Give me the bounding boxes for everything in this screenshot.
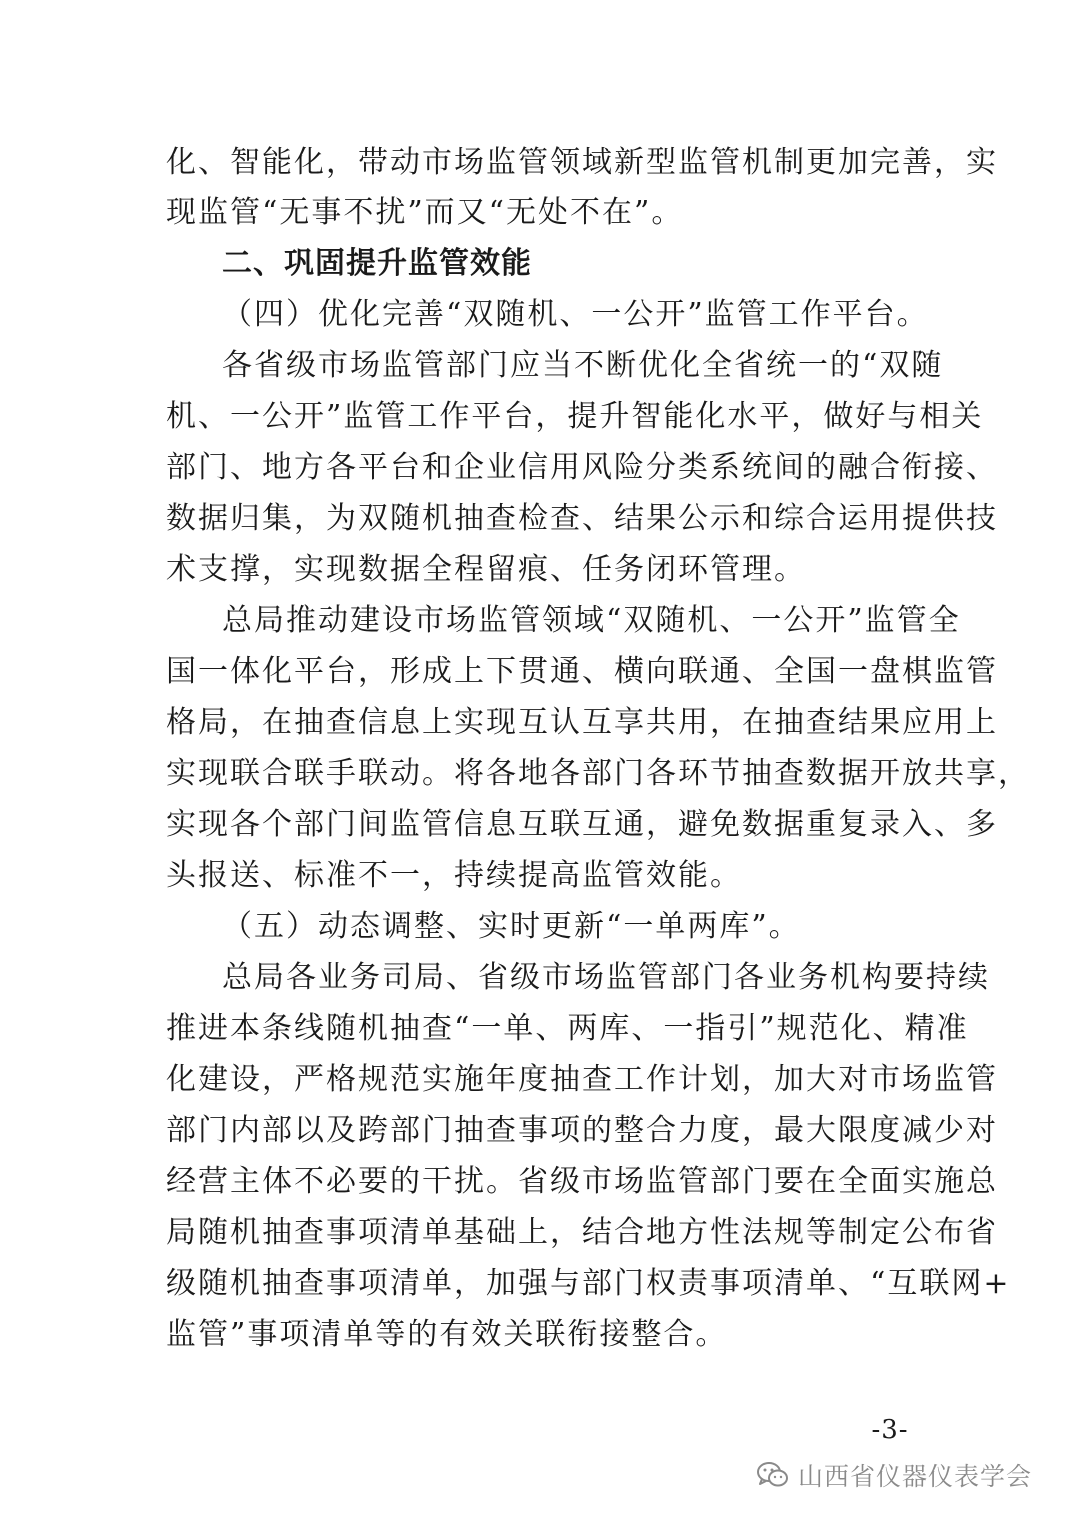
paragraph-line: 部门、地方各平台和企业信用风险分类系统间的融合衔接、 [166,450,998,485]
subsection-heading: （四）优化完善“双随机、一公开”监管工作平台。 [222,297,929,332]
paragraph-line: 监管”事项清单等的有效关联衔接整合。 [166,1317,728,1352]
paragraph-line: 实现联合联手联动。将各地各部门各环节抽查数据开放共享， [166,756,1030,791]
paragraph-line: 部门内部以及跨部门抽查事项的整合力度，最大限度减少对 [166,1113,998,1148]
paragraph-line: 头报送、标准不一，持续提高监管效能。 [166,858,742,893]
page-number: -3- [871,1415,909,1445]
wechat-icon [756,1460,790,1490]
paragraph-line: 总局推动建设市场监管领域“双随机、一公开”监管全 [222,603,961,638]
paragraph-line: 机、一公开”监管工作平台，提升智能化水平，做好与相关 [166,399,984,434]
paragraph-line: 化、智能化，带动市场监管领域新型监管机制更加完善，实 [166,145,998,180]
paragraph-line: 数据归集，为双随机抽查检查、结果公示和综合运用提供技 [166,501,998,536]
paragraph-line: 国一体化平台，形成上下贯通、横向联通、全国一盘棋监管 [166,654,998,689]
paragraph-line: 局随机抽查事项清单基础上，结合地方性法规等制定公布省 [166,1215,998,1250]
subsection-heading: （五）动态调整、实时更新“一单两库”。 [222,909,801,944]
watermark [756,1455,1032,1495]
paragraph-line: 总局各业务司局、省级市场监管部门各业务机构要持续 [222,960,990,995]
paragraph-line: 级随机抽查事项清单，加强与部门权责事项清单、“互联网+ [166,1266,1011,1301]
watermark-text: 山西省仪器仪表学会 [798,1462,1033,1491]
paragraph-line: 现监管“无事不扰”而又“无处不在”。 [166,195,684,230]
paragraph-line: 推进本条线随机抽查“一单、两库、一指引”规范化、精准 [166,1011,969,1046]
paragraph-line: 格局，在抽查信息上实现互认互享共用，在抽查结果应用上 [166,705,998,740]
paragraph-line: 各省级市场监管部门应当不断优化全省统一的“双随 [222,348,944,383]
paragraph-line: 化建设，严格规范实施年度抽查工作计划，加大对市场监管 [166,1062,998,1097]
section-heading: 二、巩固提升监管效能 [222,246,532,281]
paragraph-line: 术支撑，实现数据全程留痕、任务闭环管理。 [166,552,806,587]
paragraph-line: 经营主体不必要的干扰。省级市场监管部门要在全面实施总 [166,1164,998,1199]
paragraph-line: 实现各个部门间监管信息互联互通，避免数据重复录入、多 [166,807,998,842]
